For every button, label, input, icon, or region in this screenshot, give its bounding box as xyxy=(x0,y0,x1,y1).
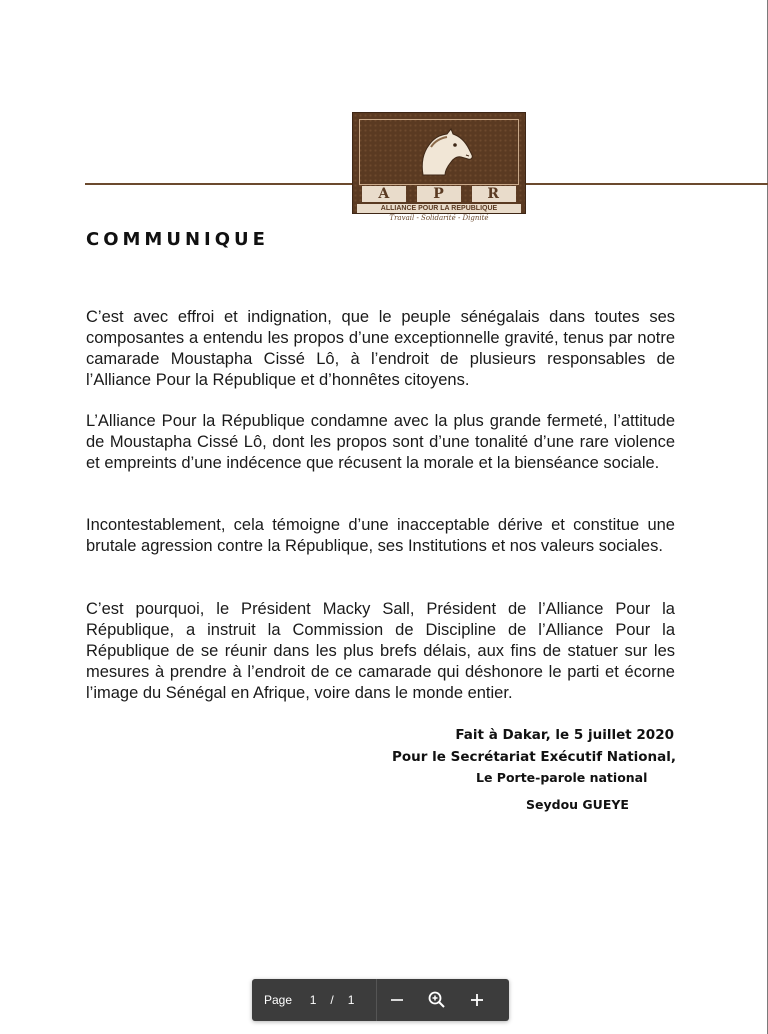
logo-letter-p: P xyxy=(417,186,461,202)
logo-background xyxy=(352,112,526,214)
logo-letter-r: R xyxy=(472,186,516,202)
pdf-viewer-toolbar xyxy=(252,979,509,1021)
signature-role: Le Porte-parole national xyxy=(476,770,648,785)
page-label: Page xyxy=(264,993,293,1007)
paragraph-2: L’Alliance Pour la République condamne avec la plus grande fermeté, l’attitude de Moustapha Cissé Lô, dont les propos sont d’une tonalité d’une rare violence et empreints d’une indécence que récusent la morale et la bienséance sociale. xyxy=(86,412,675,472)
fit-zoom-button[interactable] xyxy=(417,979,457,1021)
logo-letters xyxy=(357,185,521,203)
page-separator: / xyxy=(330,993,334,1007)
horse-head-icon xyxy=(409,125,475,179)
paragraph-4: C’est pourquoi, le Président Macky Sall, Président de l’Alliance Pour la République, a instruit la Commission de Discipline de l’Alliance Pour la République de se réunir dans les plus brefs délais, aux fins de statuer sur les mesures à prendre à l’endroit de ce camarade qui déshonore le parti et écorne l’image du Sénégal en Afrique, voire dans le monde entier. xyxy=(86,600,675,702)
logo-party-name: ALLIANCE POUR LA REPUBLIQUE xyxy=(357,204,521,213)
signature-date-line: Fait à Dakar, le 5 juillet 2020 xyxy=(455,727,674,743)
total-pages: 1 xyxy=(347,993,355,1007)
paragraph-1: C’est avec effroi et indignation, que le peuple sénégalais dans toutes ses composantes a entendu les propos d’une exceptionnelle gravité, tenus par notre camarade Moustapha Cissé Lô, à l’endroit de plusieurs responsables de l’Alliance Pour la République et d’honnêtes citoyens. xyxy=(86,308,675,389)
logo-motto: Travail - Solidarité - Dignité xyxy=(389,214,489,222)
header-rule-left xyxy=(85,183,353,185)
zoom-in-button[interactable] xyxy=(457,979,497,1021)
page-indicator xyxy=(252,979,376,1021)
document-title: COMMUNIQUE xyxy=(86,229,269,250)
header-rule-right xyxy=(526,183,768,185)
zoom-out-icon xyxy=(389,992,405,1008)
logo-letter-a: A xyxy=(362,186,406,202)
signature-for-line: Pour le Secrétariat Exécutif National, xyxy=(392,749,677,765)
apr-logo xyxy=(352,112,526,224)
zoom-icon xyxy=(427,990,447,1010)
zoom-out-button[interactable] xyxy=(377,979,417,1021)
paragraph-3: Incontestablement, cela témoigne d’une inacceptable dérive et constitue une brutale agression contre la République, ses Institutions et nos valeurs sociales. xyxy=(86,516,675,555)
signature-name: Seydou GUEYE xyxy=(526,797,629,812)
current-page-input[interactable]: 1 xyxy=(309,993,317,1007)
zoom-in-icon xyxy=(469,992,485,1008)
